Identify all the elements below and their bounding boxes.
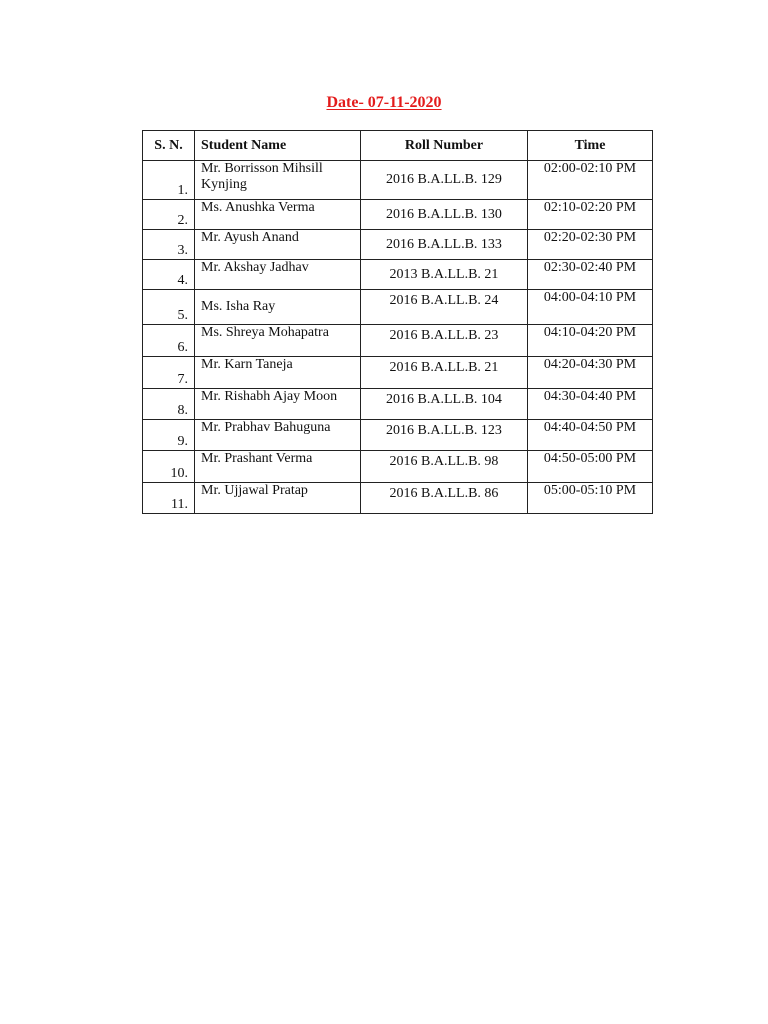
roll-number-cell: 2016 B.A.LL.B. 98 [361,451,528,483]
header-time: Time [528,131,653,161]
student-name-cell: Mr. Ayush Anand [195,230,361,260]
roll-number-cell: 2016 B.A.LL.B. 86 [361,483,528,514]
table-row [143,260,653,290]
time-cell: 02:20-02:30 PM [528,230,653,260]
student-name-cell: Ms. Anushka Verma [195,200,361,230]
roll-number-cell: 2016 B.A.LL.B. 129 [361,161,528,200]
student-name-cell: Ms. Isha Ray [195,290,361,325]
table-header-row [143,131,653,161]
serial-number-cell: 1. [143,161,195,200]
serial-number-cell: 11. [143,483,195,514]
serial-number-cell: 8. [143,389,195,420]
time-cell: 02:00-02:10 PM [528,161,653,200]
table-row [143,325,653,357]
serial-number-cell: 4. [143,260,195,290]
table-row [143,483,653,514]
header-serial-number: S. N. [143,131,195,161]
serial-number-cell: 5. [143,290,195,325]
roll-number-cell: 2016 B.A.LL.B. 21 [361,357,528,389]
roll-number-cell: 2016 B.A.LL.B. 23 [361,325,528,357]
header-student-name: Student Name [195,131,361,161]
schedule-table [142,130,653,514]
serial-number-cell: 2. [143,200,195,230]
student-name-cell: Ms. Shreya Mohapatra [195,325,361,357]
table-row [143,357,653,389]
table-row [143,420,653,451]
time-cell: 04:50-05:00 PM [528,451,653,483]
student-name-cell: Mr. Prashant Verma [195,451,361,483]
time-cell: 04:10-04:20 PM [528,325,653,357]
table-row [143,290,653,325]
table-row [143,451,653,483]
time-cell: 04:40-04:50 PM [528,420,653,451]
table-row [143,389,653,420]
time-cell: 05:00-05:10 PM [528,483,653,514]
roll-number-cell: 2016 B.A.LL.B. 123 [361,420,528,451]
table-row [143,200,653,230]
time-cell: 04:30-04:40 PM [528,389,653,420]
time-cell: 04:00-04:10 PM [528,290,653,325]
serial-number-cell: 6. [143,325,195,357]
student-name-cell: Mr. Prabhav Bahuguna [195,420,361,451]
student-name-cell: Mr. Akshay Jadhav [195,260,361,290]
table-row [143,161,653,200]
header-roll-number: Roll Number [361,131,528,161]
time-cell: 04:20-04:30 PM [528,357,653,389]
roll-number-cell: 2016 B.A.LL.B. 24 [361,290,528,325]
time-cell: 02:30-02:40 PM [528,260,653,290]
serial-number-cell: 3. [143,230,195,260]
student-name-cell: Mr. Rishabh Ajay Moon [195,389,361,420]
student-name-cell: Mr. Borrisson Mihsill Kynjing [195,161,361,200]
time-cell: 02:10-02:20 PM [528,200,653,230]
roll-number-cell: 2016 B.A.LL.B. 130 [361,200,528,230]
roll-number-cell: 2016 B.A.LL.B. 104 [361,389,528,420]
serial-number-cell: 7. [143,357,195,389]
student-name-cell: Mr. Ujjawal Pratap [195,483,361,514]
roll-number-cell: 2016 B.A.LL.B. 133 [361,230,528,260]
student-name-cell: Mr. Karn Taneja [195,357,361,389]
table-row [143,230,653,260]
date-title: Date- 07-11-2020 [326,94,442,111]
serial-number-cell: 9. [143,420,195,451]
serial-number-cell: 10. [143,451,195,483]
roll-number-cell: 2013 B.A.LL.B. 21 [361,260,528,290]
